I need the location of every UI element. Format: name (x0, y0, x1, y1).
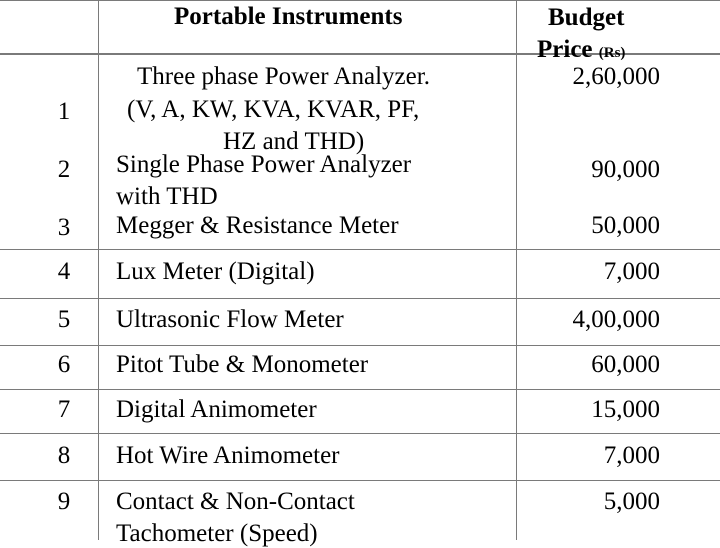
column-divider-right (516, 0, 517, 540)
item-name-line: Pitot Tube & Monometer (116, 351, 369, 378)
row-number: 9 (57, 488, 71, 515)
item-name-line: (V, A, KW, KVA, KVAR, PF, (127, 96, 420, 123)
item-name-line: Single Phase Power Analyzer (116, 151, 412, 178)
item-name-line: Contact & Non-Contact (116, 488, 355, 515)
price-value: 4,00,000 (572, 306, 660, 333)
row-number: 6 (57, 351, 71, 378)
price-value: 50,000 (591, 212, 660, 239)
row-divider (0, 345, 720, 346)
row-divider (0, 480, 720, 481)
row-number: 7 (57, 396, 71, 423)
price-value: 2,60,000 (572, 63, 660, 90)
row-divider (0, 433, 720, 434)
row-divider (0, 249, 720, 250)
row-divider (0, 389, 720, 390)
price-value: 60,000 (591, 351, 660, 378)
table-border-top (0, 0, 720, 1)
row-number: 8 (57, 442, 71, 469)
price-value: 15,000 (591, 396, 660, 423)
item-name-line: Ultrasonic Flow Meter (116, 306, 344, 333)
column-divider-left (98, 0, 99, 540)
item-name-line: with THD (116, 183, 218, 210)
item-name-line: HZ and THD) (223, 128, 365, 155)
item-name-line: Three phase Power Analyzer. (137, 63, 430, 90)
header-price-unit: (Rs) (598, 45, 626, 61)
row-number: 5 (57, 306, 71, 333)
price-value: 7,000 (603, 442, 660, 469)
header-item: Portable Instruments (174, 3, 403, 30)
row-number: 1 (57, 98, 71, 125)
item-name-line: Hot Wire Animometer (116, 442, 340, 469)
row-number: 2 (57, 156, 71, 183)
item-name-line: Digital Animometer (116, 396, 317, 423)
header-price-line1: Budget (548, 4, 625, 31)
price-value: 90,000 (591, 156, 660, 183)
item-name-line: Tachometer (Speed) (116, 520, 318, 547)
price-value: 7,000 (603, 258, 660, 285)
price-value: 5,000 (603, 488, 660, 515)
item-name-line: Lux Meter (Digital) (116, 258, 315, 285)
row-number: 4 (57, 258, 71, 285)
header-price-label: Price (537, 36, 593, 63)
row-divider (0, 298, 720, 299)
item-name-line: Megger & Resistance Meter (116, 212, 399, 239)
row-number: 3 (57, 214, 71, 241)
